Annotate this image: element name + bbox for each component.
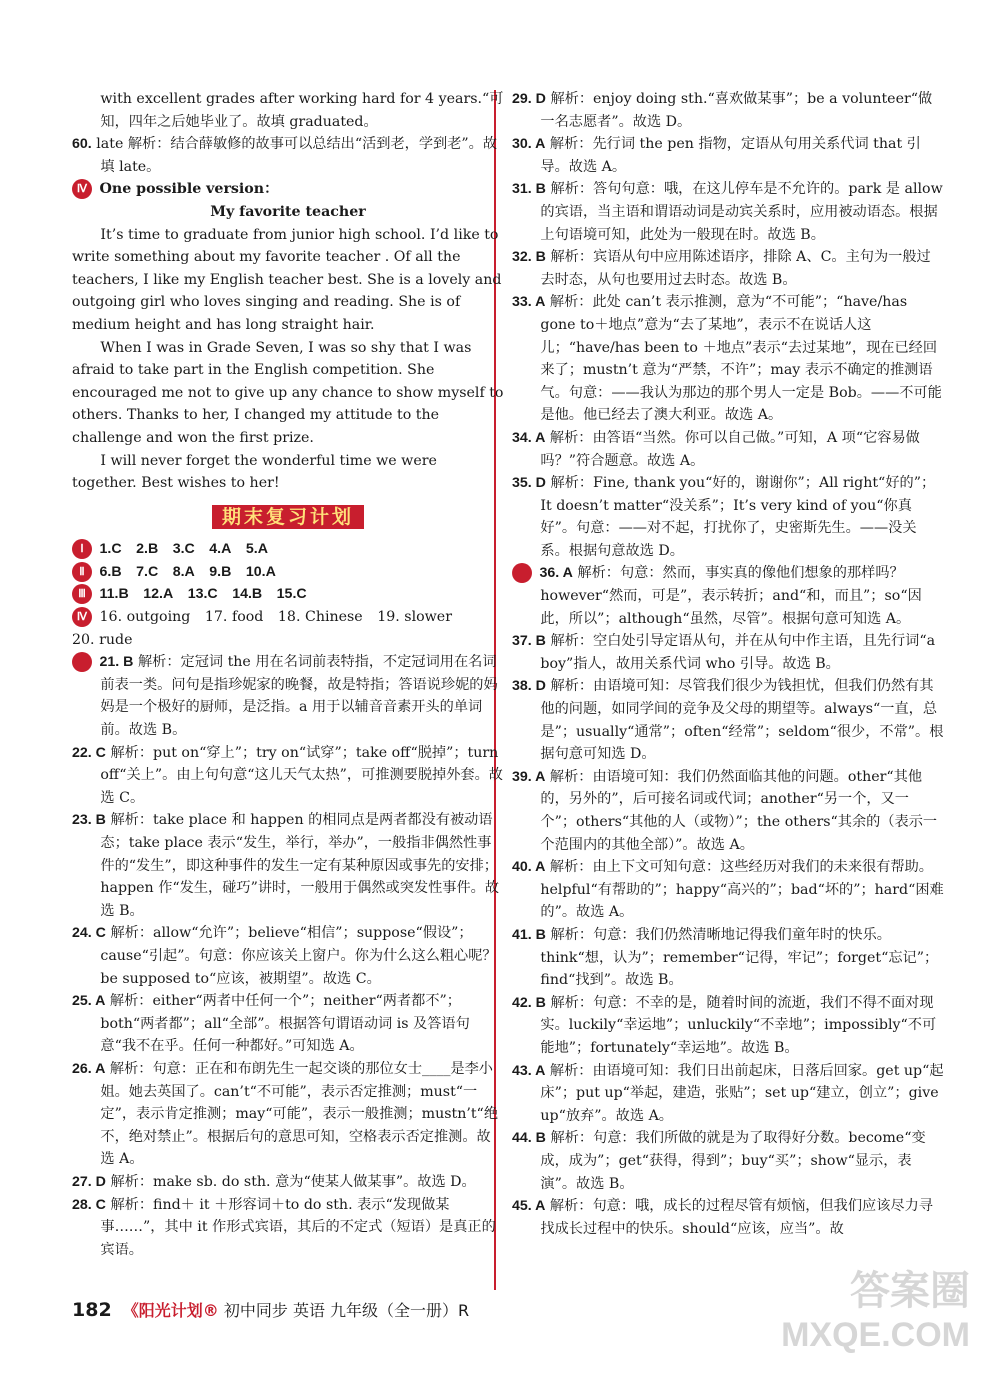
question-34 <box>512 427 944 472</box>
answer-row <box>72 538 504 561</box>
question-number: 44. B <box>512 1130 546 1147</box>
question-number: 39. A <box>512 768 546 785</box>
question-40 <box>512 856 944 924</box>
section-badge: Ⅵ <box>512 563 532 583</box>
section-heading <box>72 505 504 531</box>
section-badge: Ⅲ <box>72 584 92 604</box>
question-41 <box>512 924 944 992</box>
question-37 <box>512 630 944 675</box>
page-number: 182 <box>72 1299 112 1321</box>
explanation-text: 解析：定冠词 the 用在名词前表特指，不定冠词用在名词前表一类。问句是指珍妮家的晚餐，故是特指；答语说珍妮的妈妈是一个极好的厨师，是泛指。a 用于以辅音音素开头的单词前。故选 B。 <box>100 654 498 739</box>
question-number: 23. B <box>72 812 106 829</box>
explanation-text: 解析：由上下文可知句意：这些经历对我们的未来很有帮助。helpful“有帮助的”；happy“高兴的”；bad“坏的”；hard“困难的”。故选 A。 <box>540 859 944 921</box>
answer-item: 10.A <box>245 563 276 580</box>
question-number: 22. C <box>72 744 106 761</box>
essay-paragraph: It’s time to graduate from junior high school. I’d like to write something about my favorite teacher . Of all the teachers, I like my English teacher best. She is a lovely and outgoing girl who loves singing and reading. She is of medium height and has long straight hair. <box>72 226 502 333</box>
question-27 <box>72 1171 504 1194</box>
answer-20: 20. rude <box>72 631 133 648</box>
answer-item: 14.B <box>232 586 263 603</box>
question-28 <box>72 1194 504 1262</box>
essay-header <box>72 178 504 201</box>
question-number: 35. D <box>512 475 546 492</box>
continued-text-line-2: 知，四年之后她毕业了。故填 graduated。 <box>100 113 378 130</box>
essay-paragraph: I will never forget the wonderful time we were together. Best wishes to her! <box>72 452 437 492</box>
right-column <box>502 88 944 1240</box>
explanation-text: 解析：答句句意：哦，在这儿停车是不允许的。park 是 allow 的宾语，当主语和谓语动词是动宾关系时，应用被动语态。根据上句语境可知，此处为一般现在时。故选 B。 <box>540 181 943 243</box>
explanation-text: 解析：句意：正在和布朗先生一起交谈的那位女士____是李小姐。她去英国了。can’t“不可能”，表示否定推测；must“一定”，表示肯定推测；may“可能”，表示一般推测；mustn’t“绝不，绝对禁止”。根据后句的意思可知，空格表示否定推测。故选 A。 <box>100 1060 499 1168</box>
explanation-text: 解析：由语境可知：我们日出前起床，日落后回家。get up“起床”；put up“举起，建造，张贴”；set up“建立，创立”；give up“放弃”。故选 A。 <box>540 1062 944 1124</box>
answer-row <box>72 583 504 606</box>
question-number: 45. A <box>512 1198 546 1215</box>
answer-item: 18. Chinese <box>277 609 363 626</box>
page-footer <box>72 1298 469 1321</box>
question-26 <box>72 1058 504 1171</box>
explanation-text: 解析：句意：哦，成长的过程尽管有烦恼，但我们应该尽力寻找成长过程中的快乐。should“应该，应当”。故 <box>540 1198 933 1237</box>
question-number: 30. A <box>512 136 546 153</box>
explanation-text: 解析：句意：我们所做的就是为了取得好分数。become“变成，成为”；get“获得，得到”；buy“买”；show“显示，表演”。故选 B。 <box>540 1130 926 1192</box>
question-number: 21. B <box>99 654 134 671</box>
question-number: 27. D <box>72 1173 106 1190</box>
explanation-text: 解析：此处 can’t 表示推测，意为“不可能”；“have/has gone to＋地点”意为“去了某地”，表示不在说话人这儿；“have/has been to ＋地点”表示“去过某地”，现在已经回来了；mustn’t 意为“严禁，不许”；may 表示不确定的推测语气。句意：——我认为那边的那个男人一定是 Bob。——不可能是他。他已经去了澳大利亚。故选 A。 <box>540 294 942 424</box>
question-number: 24. C <box>72 925 106 942</box>
book-title: 初中同步 英语 九年级（全一册）R <box>223 1301 470 1320</box>
question-43 <box>512 1060 944 1128</box>
question-25 <box>72 990 504 1058</box>
answer-row <box>72 606 504 629</box>
explanation-text: 解析：find＋ it ＋形容词＋to do sth. 表示“发现做某事……”，其中 it 作形式宾语，其后的不定式（短语）是真正的宾语。 <box>100 1196 496 1258</box>
answer-item: 12.A <box>143 586 174 603</box>
question-42 <box>512 992 944 1060</box>
answer-item: 17. food <box>204 609 264 626</box>
answer-item: 7.C <box>136 563 159 580</box>
question-number: 60. <box>72 136 92 153</box>
explanation-text: 解析：take place 和 happen 的相同点是两者都没有被动语态；take place 表示“发生，举行，举办”，一般指非偶然性事件的“发生”，即这种事件的发生一定有某种原因或事先的安排；happen 作“发生，碰巧”讲时，一般用于偶然或突发性事件。故选 B。 <box>100 812 500 919</box>
question-number: 42. B <box>512 994 546 1011</box>
explanation-text: 解析：句意：然而，事实真的像他们想象的那样吗？however“然而，可是”，表示转折；and“和，而且”；so“因此，所以”；although“虽然，尽管”。根据句意可知选 A。 <box>540 565 922 627</box>
explanation-text: 解析：句意：我们仍然清晰地记得我们童年时的快乐。think“想，认为”；remember“记得，牢记”；forget“忘记”；find“找到”。故选 B。 <box>540 926 939 989</box>
question-number: 25. A <box>72 993 106 1010</box>
question-31 <box>512 178 944 246</box>
answer-item: 3.C <box>172 541 195 558</box>
answer-item: 2.B <box>136 541 159 558</box>
question-30 <box>512 133 944 178</box>
explanation-text: 解析：先行词 the pen 指物，定语从句用关系代词 that 引导。故选 A。 <box>540 136 921 175</box>
section-badge: Ⅱ <box>72 562 92 582</box>
continued-text-line-1: with excellent grades after working hard for 4 years.“可 <box>100 91 504 107</box>
brand-name: 《阳光计划® <box>122 1301 219 1320</box>
question-number: 32. B <box>512 249 546 266</box>
question-23 <box>72 809 504 922</box>
explanation-text: 解析：Fine, thank you“好的，谢谢你”；All right“好的”；It doesn’t matter“没关系”；It’s very kind of you“你真好”。句意：——对不起，打扰你了，史密斯先生。——没关系。根据句意故选 D。 <box>540 475 936 559</box>
section-badge: Ⅰ <box>72 539 92 559</box>
explanation-text: 解析：enjoy doing sth.“喜欢做某事”；be a volunteer“做一名志愿者”。故选 D。 <box>540 91 933 130</box>
answer-item: 1.C <box>99 541 122 558</box>
answer-item: 15.C <box>276 586 307 603</box>
question-44 <box>512 1127 944 1195</box>
watermark-url: MXQE.COM <box>781 1316 970 1354</box>
explanation-text: 解析：由语境可知：尽管我们很少为钱担忧，但我们仍然有其他的问题，如同学间的竞争及父母的期望等。always“一直，总是”；usually“通常”；often“经常”；seldom“很少，不常”。根据句意可知选 D。 <box>540 678 944 763</box>
question-number: 36. A <box>539 565 573 582</box>
watermark <box>781 1259 970 1355</box>
question-number: 43. A <box>512 1062 546 1079</box>
left-column <box>64 88 504 1261</box>
explanation-text: 解析：either“两者中任何一个”；neither“两者都不”；both“两者都”；all“全部”。根据答句谓语动词 is 及答语句意“我不在乎。任何一种都好。”可知选 A。 <box>100 993 470 1055</box>
question-number: 34. A <box>512 429 546 446</box>
question-number: 37. B <box>512 633 546 650</box>
question-number: 29. D <box>512 91 546 107</box>
question-39 <box>512 766 944 856</box>
essay-paragraph: When I was in Grade Seven, I was so shy that I was afraid to take part in the English competition. She encouraged me not to give up any chance to show myself to others. Thanks to her, I changed my attitude to the challenge and won the first prize. <box>72 339 504 446</box>
question-24 <box>72 922 504 990</box>
explanation-text: 解析：由语境可知：我们仍然面临其他的问题。other“其他的，另外的”，后可接名词或代词；another“另一个，又一个”；others“其他的人（或物）”；the others“其余的（表示一个范围内的其他全部）”。故选 A。 <box>540 768 938 853</box>
answer-item: 9.B <box>209 563 232 580</box>
question-number: 26. A <box>72 1060 106 1077</box>
answer-text: late 解析：结合薛敏修的故事可以总结出“活到老，学到老”。故填 late。 <box>96 136 498 175</box>
essay-label: One possible version： <box>99 181 279 198</box>
question-38 <box>512 675 944 765</box>
answer-item: 13.C <box>187 586 218 603</box>
answer-row <box>72 561 504 584</box>
answer-item: 4.A <box>209 541 232 558</box>
explanation-text: 解析：allow“允许”；believe“相信”；suppose“假设”；cause“引起”。句意：你应该关上窗户。你为什么这么粗心呢？be supposed to“应该，被期望”。故选 C。 <box>100 925 497 987</box>
explanation-text: 解析：空白处引导定语从句，并在从句中作主语，且先行词“a boy”指人，故用关系代词 who 引导。故选 B。 <box>540 633 936 672</box>
section-title: 期末复习计划 <box>212 505 364 530</box>
question-22 <box>72 742 504 810</box>
section-badge: Ⅳ <box>72 179 92 199</box>
question-32 <box>512 246 944 291</box>
watermark-logo-text: 答案圈 <box>850 1269 970 1313</box>
question-29 <box>512 88 944 133</box>
question-36 <box>502 562 944 630</box>
question-number: 31. B <box>512 181 546 198</box>
question-33 <box>512 291 944 427</box>
answer-item: 8.A <box>172 563 195 580</box>
answer-item: 11.B <box>99 586 129 603</box>
explanation-text: 解析：宾语从句中应用陈述语序，排除 A、C。主句为一般过去时态，从句也要用过去时态。故选 B。 <box>540 249 931 288</box>
question-21 <box>64 651 504 741</box>
answer-item: 16. outgoing <box>99 609 191 626</box>
answer-item: 19. slower <box>377 609 452 626</box>
explanation-text: 解析：由答语“当然。你可以自己做。”可知，A 项“它容易做吗？”符合题意。故选 A。 <box>540 429 920 469</box>
question-45 <box>512 1195 944 1240</box>
answer-item: 6.B <box>99 563 122 580</box>
question-35 <box>512 472 944 562</box>
question-number: 41. B <box>512 926 546 943</box>
section-badge: Ⅳ <box>72 607 92 627</box>
question-number: 40. A <box>512 859 546 876</box>
explanation-text: 解析：make sb. do sth. 意为“使某人做某事”。故选 D。 <box>110 1173 476 1190</box>
question-number: 38. D <box>512 678 546 695</box>
explanation-text: 解析：句意：不幸的是，随着时间的流逝，我们不得不面对现实。luckily“幸运地”；unluckily“不幸地”；impossibly“不可能地”；fortunately“幸运地”。故选 B。 <box>540 994 937 1056</box>
explanation-text: 解析：put on“穿上”；try on“试穿”；take off“脱掉”；turn off“关上”。由上句句意“这儿天气太热”，可推测要脱掉外套。故选 C。 <box>100 744 503 806</box>
section-badge: Ⅴ <box>72 652 92 672</box>
question-number: 28. C <box>72 1196 106 1213</box>
question-number: 33. A <box>512 294 546 311</box>
answer-60 <box>72 133 504 178</box>
answer-item: 5.A <box>245 541 268 558</box>
essay-title: My favorite teacher <box>210 203 366 220</box>
